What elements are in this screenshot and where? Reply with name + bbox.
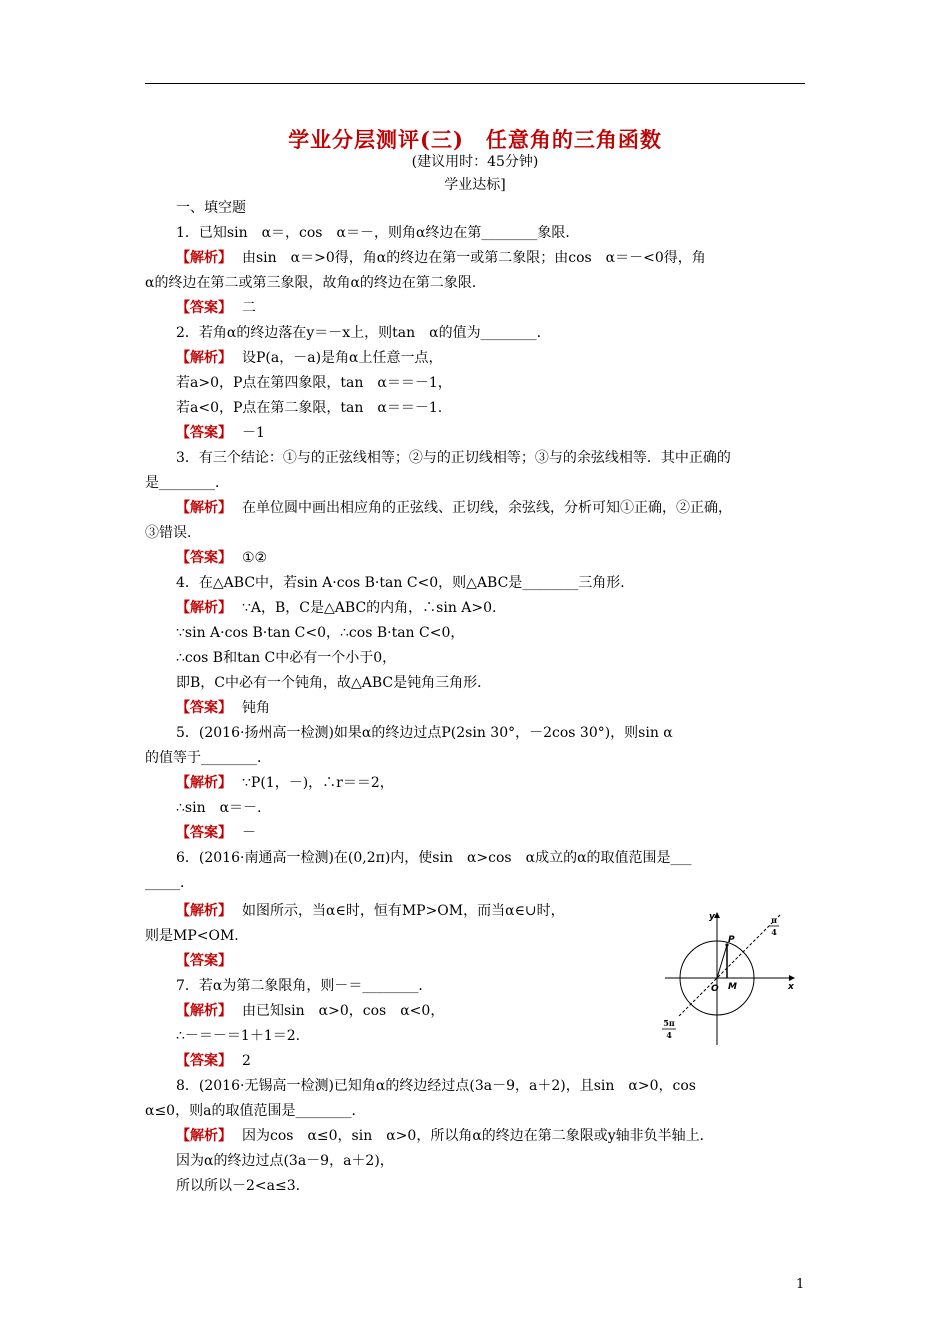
question-2: 2．若角α的终边落在y＝－x上，则tan α的值为________． [176,325,551,341]
analysis-2-line-1: 【解析】 设P(a，－a)是角α上任意一点， [176,350,443,366]
analysis-tag: 【解析】 [176,1003,232,1019]
analysis-2-line-2: 若a>0，P点在第四象限，tan α＝＝－1， [176,375,452,391]
section-fill-in: 一、填空题 [176,200,246,216]
analysis-tag: 【解析】 [176,500,232,516]
analysis-tag: 【解析】 [176,350,232,366]
five-pi-over-4-numerator: 5π [663,1018,675,1028]
question-5-line-1: 5．(2016·扬州高一检测)如果α的终边过点P(2sin 30°，－2cos 30°)，则sin α [176,725,673,741]
analysis-2-line-3: 若a<0，P点在第二象限，tan α＝＝－1. [176,400,443,416]
analysis-8-line-3: 所以所以－2<a≤3. [176,1178,301,1194]
answer-tag: 【答案】 [176,425,232,441]
analysis-7-line-1: 【解析】 由已知sin α>0，cos α<0， [176,1003,445,1019]
section-heading: 学业达标] [444,177,506,193]
analysis-tag: 【解析】 [176,903,232,919]
y-axis-label: y [709,912,715,922]
question-3-line-1: 3．有三个结论：①与的正弦线相等；②与的正切线相等；③与的余弦线相等．其中正确的 [176,450,731,466]
answer-tag: 【答案】 [176,1053,232,1069]
answer-tag: 【答案】 [176,300,232,316]
p-label: P [728,935,735,945]
question-7: 7．若α为第二象限角，则－＝________． [176,978,433,994]
answer-2: 【答案】 －1 [176,425,265,441]
analysis-3-line-1: 【解析】 在单位圆中画出相应角的正弦线、正切线，余弦线，分析可知①正确，②正确， [176,500,732,516]
analysis-8-line-1: 【解析】 因为cos α≤0，sin α>0，所以角α的终边在第二象限或y轴非负半轴上． [176,1128,714,1144]
answer-tag: 【答案】 [176,550,232,566]
answer-tag: 【答案】 [176,700,232,716]
five-pi-over-4-denominator: 4 [666,1030,672,1040]
page-title: 学业分层测评(三) 任意角的三角函数 [288,127,662,152]
question-6-line-2: _____． [145,875,194,891]
question-4: 4．在△ABC中，若sin A·cos B·tan C<0，则△ABC是________三角形． [176,575,635,591]
analysis-tag: 【解析】 [176,250,232,266]
suggested-time: (建议用时：45分钟) [411,154,539,170]
header-rule [145,83,805,84]
question-1: 1．已知sin α＝，cos α＝－，则角α终边在第________象限． [176,225,580,241]
analysis-8-line-2: 因为α的终边过点(3a－9，a＋2)， [176,1153,394,1169]
page-number: 1 [796,1277,805,1292]
analysis-5-line-2: ∴sin α＝－. [176,800,262,816]
answer-1: 【答案】 二 [176,300,256,316]
analysis-3-line-2: ③错误． [145,525,201,541]
x-axis-label: x [788,982,794,992]
answer-tag: 【答案】 [176,825,232,841]
question-8-line-2: α≤0，则a的取值范围是________． [145,1103,366,1119]
answer-tag: 【答案】 [176,953,232,969]
analysis-6-line-2: 则是MP<OM. [145,928,239,944]
analysis-1-line-1: 【解析】 由sin α＝>0得，角α的终边在第一或第二象限；由cos α＝－<0得，角 [176,250,706,266]
analysis-1-line-2: α的终边在第二或第三象限，故角α的终边在第二象限． [145,275,486,291]
m-label: M [728,982,737,992]
question-5-line-2: 的值等于________． [145,750,271,766]
analysis-4-line-2: ∵sin A·cos B·tan C<0，∴cos B·tan C<0， [176,625,465,641]
question-8-line-1: 8．(2016·无锡高一检测)已知角α的终边经过点(3a－9，a＋2)，且sin α>0，cos [176,1078,696,1094]
question-6-line-1: 6．(2016·南通高一检测)在(0,2π)内，使sin α>cos α成立的α的取值范围是___ [176,850,692,866]
answer-4: 【答案】 钝角 [176,700,270,716]
analysis-4-line-1: 【解析】 ∵A，B，C是△ABC的内角，∴sin A>0. [176,600,497,616]
analysis-4-line-4: 即B，C中必有一个钝角，故△ABC是钝角三角形． [176,675,492,691]
line-y-equals-x [679,914,781,1016]
question-3-line-2: 是________． [145,475,229,491]
pi-over-4-denominator: 4 [771,927,777,937]
analysis-5-line-1: 【解析】 ∵P(1，－)，∴r＝＝2， [176,775,394,791]
origin-label: O [711,984,719,994]
pi-over-4-numerator: π [771,915,777,925]
answer-7: 【答案】 2 [176,1053,251,1069]
analysis-tag: 【解析】 [176,600,232,616]
analysis-7-line-2: ∴－＝－＝1＋1＝2. [176,1028,301,1044]
answer-5: 【答案】 － [176,825,256,841]
analysis-6-line-1: 【解析】 如图所示，当α∈时，恒有MP>OM，而当α∈∪时， [176,903,565,919]
analysis-tag: 【解析】 [176,775,232,791]
answer-6 [176,951,242,971]
analysis-tag: 【解析】 [176,1128,232,1144]
unit-circle-figure [655,905,801,1049]
analysis-4-line-3: ∴cos B和tan C中必有一个小于0， [176,650,397,666]
answer-3: 【答案】 ①② [176,550,268,566]
